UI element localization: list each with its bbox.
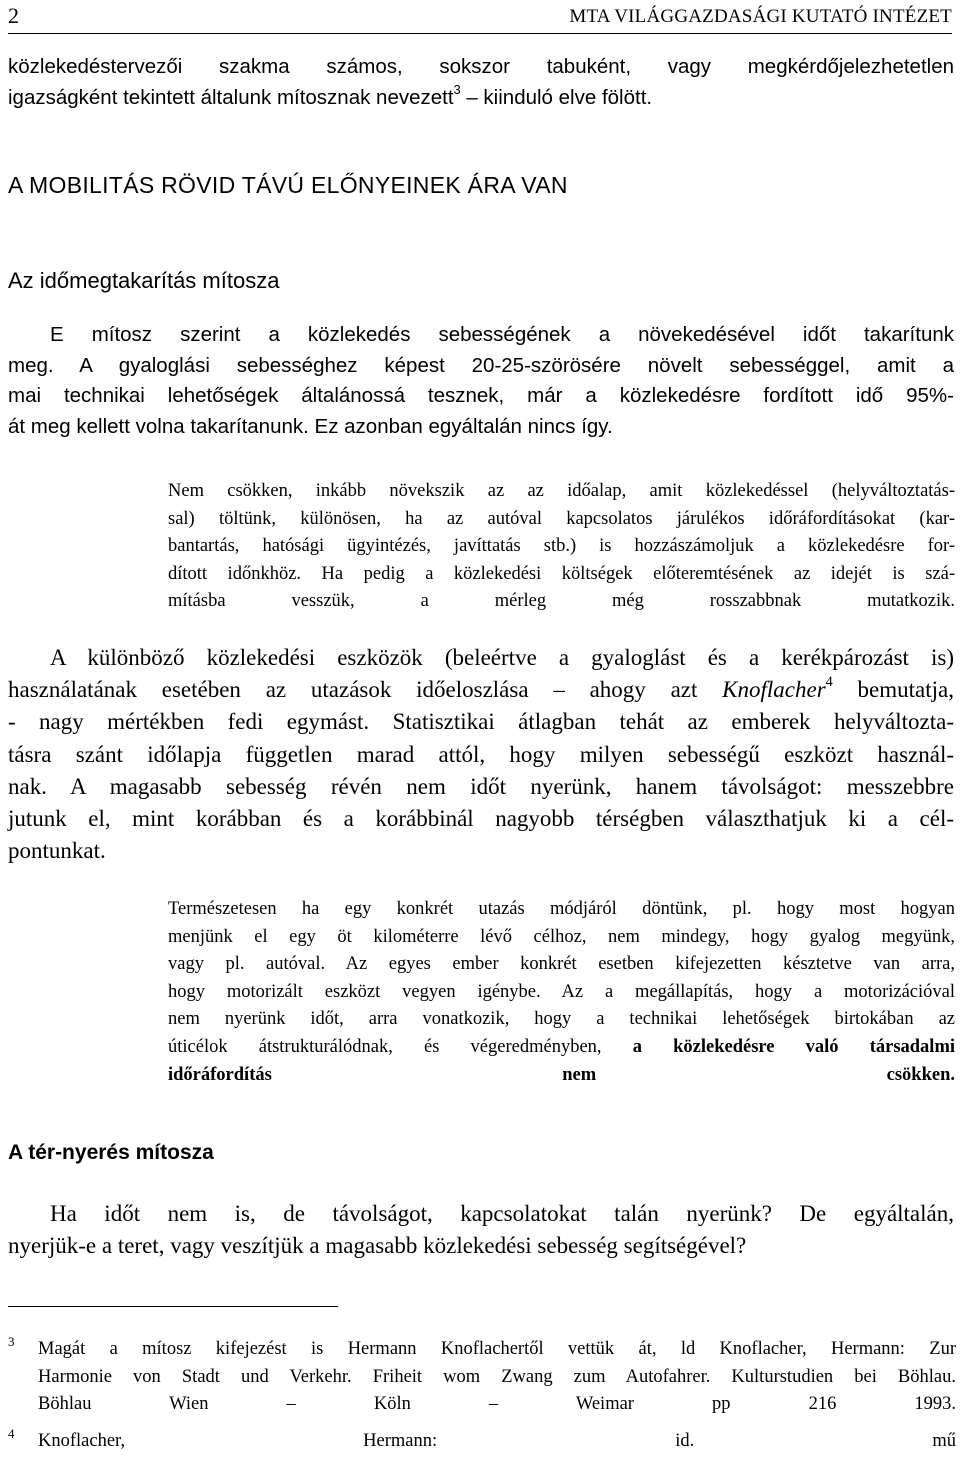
footnote-mark: 3 xyxy=(8,1334,15,1349)
text-line: igazságként tekintett általunk mítosznak nevezett$^3$ – kiinduló elve fölött. xyxy=(8,81,653,109)
text-line: bantartás, hatósági ügyintézés, javíttatás stb.) is hozzászámoljuk a közlekedésre for- xyxy=(168,536,955,557)
text-line: jutunk el, mint korábban és a korábbinál nagyobb térségben választhatjuk ki a cél- xyxy=(8,806,954,832)
text-line: Nem csökken, inkább növekszik az az időalap, amit közlekedéssel (helyváltoztatás- xyxy=(168,481,955,501)
body-paragraph xyxy=(8,320,954,442)
footnote-mark: 4 xyxy=(8,1426,15,1441)
text-line: úticélok átstrukturálódnak, és végeredményben, a közlekedésre való társadalmi xyxy=(168,1036,955,1057)
text-line: E mítosz szerint a közlekedés sebességének a növekedésével időt takarítunk xyxy=(50,323,954,346)
text-line: menjünk el egy öt kilométerre lévő célhoz, nem mindegy, hogy gyalog megyünk, xyxy=(168,926,955,947)
text-line: vagy pl. autóval. Az egyes ember konkrét esetben kifejezetten késztetve van arra, xyxy=(168,954,955,975)
text-line: használatának esetében az utazások időeloszlása – ahogy azt Knoflacher$^4$ bemutatja, xyxy=(8,674,954,703)
footnote-separator xyxy=(8,1306,338,1307)
text-line: hogy motorizált eszközt vegyen igénybe. Az a megállapítás, hogy a motorizációval xyxy=(168,981,955,1002)
text-line: A különböző közlekedési eszközök (beleértve a gyaloglást és a kerékpározást is) xyxy=(50,645,954,670)
text-line: nyerjük-e a teret, vagy veszítjük a magasabb közlekedési sebesség segítségével? xyxy=(8,1233,747,1259)
text-line: Természetesen ha egy konkrét utazás módjáról döntünk, pl. hogy most hogyan xyxy=(168,899,955,919)
body-paragraph xyxy=(8,642,954,867)
text-line: nem nyerünk időt, arra vonatkozik, hogy a technikai lehetőségek birtokában az xyxy=(168,1009,955,1030)
footnote xyxy=(8,1336,956,1420)
text-line: nak. A magasabb sebesség révén nem időt nyerünk, hanem távolságot: messzebbre xyxy=(8,773,954,799)
text-line: pontunkat. xyxy=(8,838,106,864)
footnote xyxy=(8,1428,956,1456)
text-line: - nagy mértékben fedi egymást. Statisztikai átlagban tehát az emberek helyváltozta- xyxy=(8,709,954,735)
subsection-heading: Az időmegtakarítás mítosza xyxy=(8,268,280,293)
text-line: közlekedéstervezői szakma számos, sokszor tabuként, vagy megkérdőjelezhetetlen xyxy=(8,55,954,78)
page-number: 2 xyxy=(8,3,19,28)
footnote-ref[interactable]: 3 xyxy=(453,81,461,97)
text-line: Böhlau Wien – Köln – Weimar pp 216 1993. xyxy=(38,1394,956,1414)
header-rule xyxy=(8,33,952,34)
header-title: MTA VILÁGGAZDASÁGI KUTATÓ INTÉZET xyxy=(569,6,952,27)
indented-quote xyxy=(168,896,955,1089)
emphasis: a közlekedésre való társadalmi xyxy=(632,1036,955,1057)
footnote-ref[interactable]: 4 xyxy=(825,674,833,691)
indented-quote xyxy=(168,478,955,616)
text-line: át meg kellett volna takarítanunk. Ez azonban egyáltalán nincs így. xyxy=(8,414,613,438)
subsection-heading: A tér-nyerés mítosza xyxy=(8,1141,214,1164)
emphasis: időráfordítás nem csökken. xyxy=(168,1064,955,1085)
section-heading: A MOBILITÁS RÖVID TÁVÚ ELŐNYEINEK ÁRA VAN xyxy=(8,172,568,198)
running-header xyxy=(8,2,952,30)
author-name: Knoflacher xyxy=(722,677,826,703)
text-line: meg. A gyaloglási sebességhez képest 20-25-szörösére növelt sebességgel, amit a xyxy=(8,353,954,377)
text-line: Knoflacher, Hermann: id. mű xyxy=(38,1431,956,1451)
text-line: Ha időt nem is, de távolságot, kapcsolatokat talán nyerünk? De egyáltalán, xyxy=(50,1201,954,1226)
text-line: mításba vesszük, a mérleg még rosszabbnak mutatkozik. xyxy=(168,591,955,612)
text-line: Magát a mítosz kifejezést is Hermann Knoflachertől vettük át, ld Knoflacher, Hermann: Zur xyxy=(38,1339,956,1359)
text-line: mai technikai lehetőségek általánossá tesznek, már a közlekedésre fordított idő 95%- xyxy=(8,384,954,407)
text-line: dított időnkhöz. Ha pedig a közlekedési költségek előteremtésének az idejét is szá- xyxy=(168,563,955,584)
intro-paragraph xyxy=(8,52,954,113)
body-paragraph xyxy=(8,1198,954,1262)
text-line: Harmonie von Stadt und Verkehr. Friheit wom Zwang zum Autofahrer. Kulturstudien bei Böhlau. xyxy=(38,1366,956,1387)
text-line: sal) töltünk, különösen, ha az autóval kapcsolatos járulékos időráfordításokat (kar- xyxy=(168,508,955,529)
text-line: tásra szánt időlapja független marad attól, hogy milyen sebességű eszközt használ- xyxy=(8,741,954,767)
